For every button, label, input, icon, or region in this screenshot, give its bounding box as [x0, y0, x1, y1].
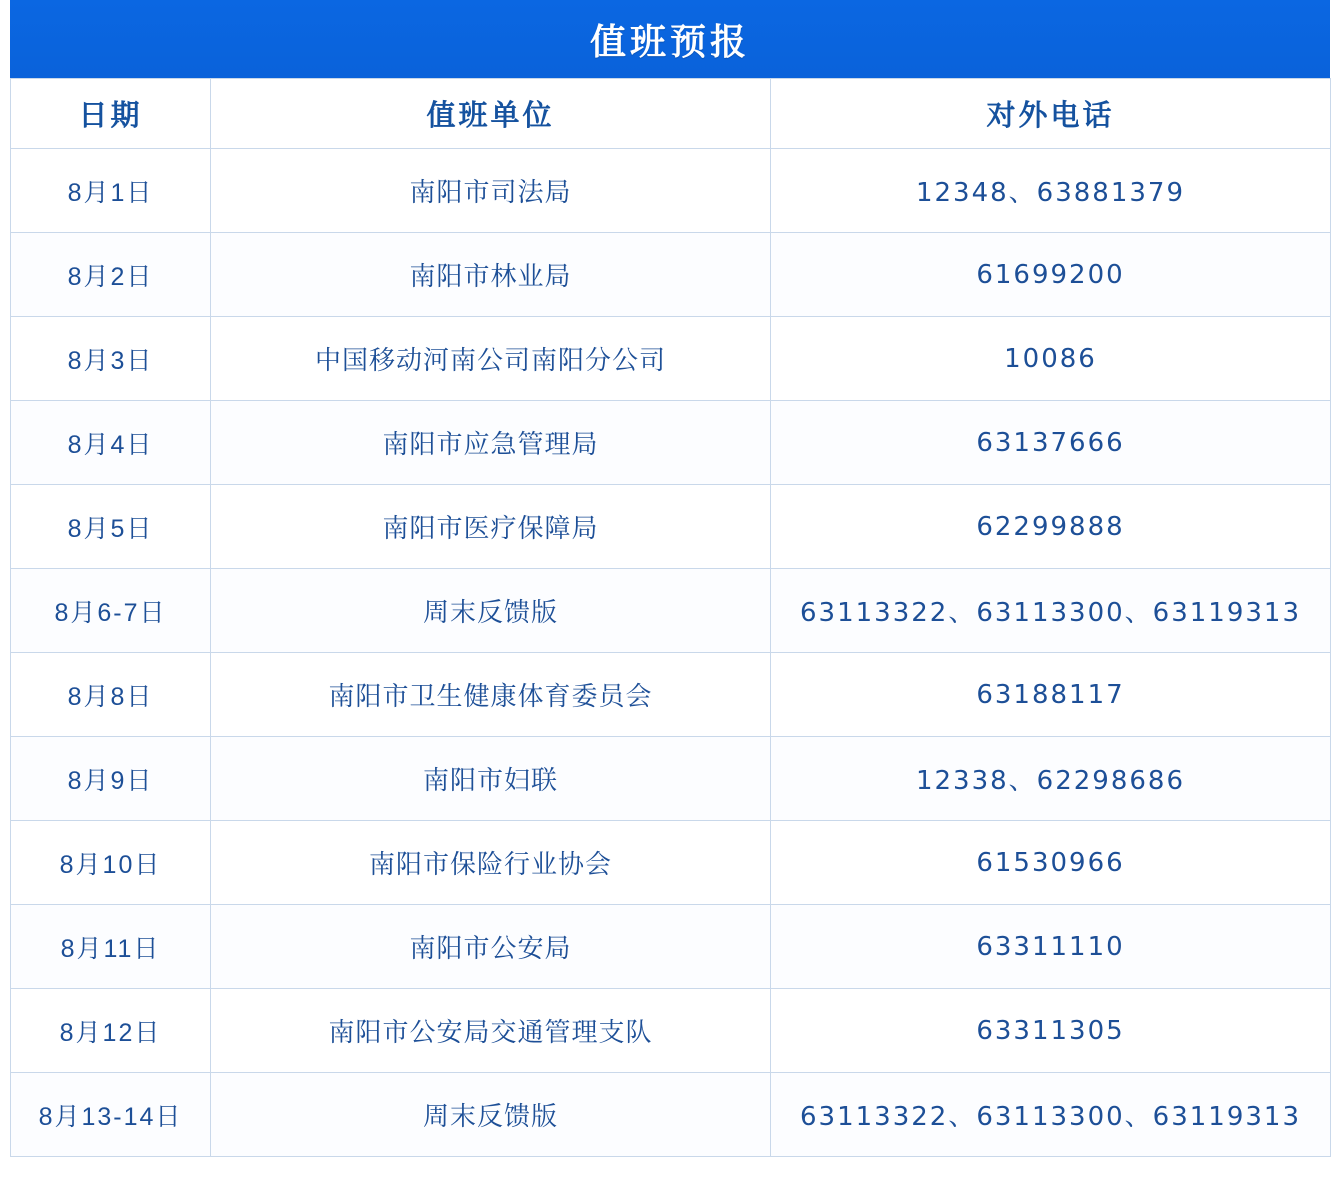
- table-row: [11, 905, 1331, 989]
- cell-tel: 63113322、63113300、63119313: [771, 569, 1331, 653]
- cell-tel: 63311305: [771, 989, 1331, 1073]
- table-body: [11, 149, 1331, 1157]
- cell-tel: 10086: [771, 317, 1331, 401]
- cell-date: 8月6-7日: [11, 569, 211, 653]
- table-row: [11, 1073, 1331, 1157]
- cell-tel: 12338、62298686: [771, 737, 1331, 821]
- cell-date: 8月13-14日: [11, 1073, 211, 1157]
- cell-date: 8月3日: [11, 317, 211, 401]
- column-header-date: 日期: [11, 79, 211, 149]
- cell-unit: 南阳市医疗保障局: [211, 485, 771, 569]
- table-header: [11, 79, 1331, 149]
- table-header-row: [11, 79, 1331, 149]
- cell-unit: 南阳市妇联: [211, 737, 771, 821]
- cell-tel: 61530966: [771, 821, 1331, 905]
- cell-tel: 63311110: [771, 905, 1331, 989]
- cell-unit: 南阳市公安局交通管理支队: [211, 989, 771, 1073]
- column-header-tel: 对外电话: [771, 79, 1331, 149]
- table-row: [11, 485, 1331, 569]
- cell-date: 8月1日: [11, 149, 211, 233]
- cell-date: 8月4日: [11, 401, 211, 485]
- cell-unit: 周末反馈版: [211, 1073, 771, 1157]
- cell-unit: 周末反馈版: [211, 569, 771, 653]
- cell-tel: 63188117: [771, 653, 1331, 737]
- column-header-unit: 值班单位: [211, 79, 771, 149]
- cell-date: 8月11日: [11, 905, 211, 989]
- table-row: [11, 149, 1331, 233]
- cell-date: 8月8日: [11, 653, 211, 737]
- cell-unit: 中国移动河南公司南阳分公司: [211, 317, 771, 401]
- cell-tel: 12348、63881379: [771, 149, 1331, 233]
- table-row: [11, 821, 1331, 905]
- cell-date: 8月2日: [11, 233, 211, 317]
- table-row: [11, 233, 1331, 317]
- cell-tel: 61699200: [771, 233, 1331, 317]
- document-title-bar: [10, 0, 1330, 78]
- table-row: [11, 401, 1331, 485]
- table-row: [11, 317, 1331, 401]
- cell-tel: 62299888: [771, 485, 1331, 569]
- table-row: [11, 737, 1331, 821]
- cell-date: 8月10日: [11, 821, 211, 905]
- table-row: [11, 989, 1331, 1073]
- duty-schedule-table: [10, 78, 1331, 1157]
- page-title: 值班预报: [589, 20, 750, 62]
- cell-unit: 南阳市卫生健康体育委员会: [211, 653, 771, 737]
- cell-unit: 南阳市应急管理局: [211, 401, 771, 485]
- cell-date: 8月9日: [11, 737, 211, 821]
- cell-tel: 63113322、63113300、63119313: [771, 1073, 1331, 1157]
- cell-unit: 南阳市公安局: [211, 905, 771, 989]
- table-row: [11, 653, 1331, 737]
- cell-unit: 南阳市林业局: [211, 233, 771, 317]
- cell-unit: 南阳市司法局: [211, 149, 771, 233]
- table-row: [11, 569, 1331, 653]
- cell-unit: 南阳市保险行业协会: [211, 821, 771, 905]
- cell-date: 8月12日: [11, 989, 211, 1073]
- cell-tel: 63137666: [771, 401, 1331, 485]
- cell-date: 8月5日: [11, 485, 211, 569]
